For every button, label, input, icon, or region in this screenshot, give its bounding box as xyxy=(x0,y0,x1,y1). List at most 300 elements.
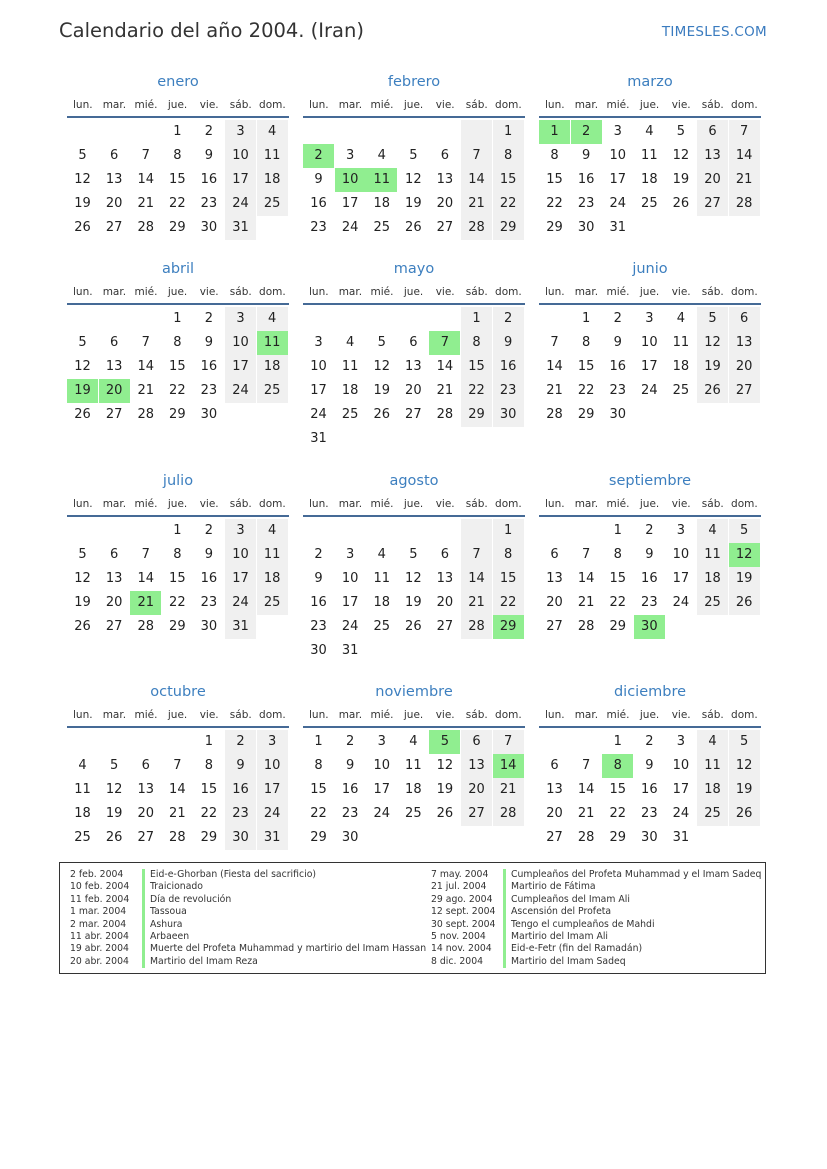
day-cell: 30 xyxy=(577,220,595,235)
header-rule xyxy=(539,303,761,305)
weekday-header xyxy=(539,704,761,726)
holiday-marker xyxy=(142,881,145,893)
day-cell: 3 xyxy=(225,120,256,144)
weekday-label: lun. xyxy=(309,709,329,721)
day-grid xyxy=(539,730,761,850)
empty-cell xyxy=(335,307,366,331)
day-cell: 10 xyxy=(373,758,390,773)
header-rule xyxy=(67,515,289,517)
day-cell: 28 xyxy=(169,830,186,845)
day-cell: 2 xyxy=(613,311,622,326)
day-cell: 13 xyxy=(436,172,454,187)
day-cell: 29 xyxy=(169,220,186,235)
weekday-label: lun. xyxy=(73,498,93,510)
day-cell: 21 xyxy=(436,383,454,398)
day-cell: 12 xyxy=(405,172,422,187)
day-cell: 4 xyxy=(346,335,355,350)
legend-column-right xyxy=(431,869,761,968)
day-cell: 7 xyxy=(582,758,591,773)
holiday-marker xyxy=(142,894,145,906)
weekday-label: lun. xyxy=(545,709,565,721)
empty-cell xyxy=(303,120,334,144)
day-cell: 4 xyxy=(257,120,288,144)
day-cell: 12 xyxy=(74,172,91,187)
holiday-marker xyxy=(503,881,506,893)
weekday-label: jue. xyxy=(639,286,660,298)
header-rule xyxy=(67,116,289,118)
day-cell: 22 xyxy=(200,806,218,821)
day-cell: 26 xyxy=(405,220,422,235)
legend-row xyxy=(431,956,761,968)
day-cell: 14 xyxy=(577,571,595,586)
weekday-header xyxy=(67,704,289,726)
weekday-label: lun. xyxy=(73,709,93,721)
day-cell: 16 xyxy=(200,359,218,374)
empty-cell xyxy=(366,519,397,543)
day-cell: 15 xyxy=(169,359,186,374)
day-cell: 25 xyxy=(405,806,422,821)
day-cell: 26 xyxy=(729,591,760,615)
legend-holiday-name: Tassoua xyxy=(150,906,187,918)
day-cell: 27 xyxy=(405,407,422,422)
empty-cell xyxy=(99,120,130,144)
day-cell: 24 xyxy=(257,802,288,826)
month-enero xyxy=(67,70,289,240)
empty-cell xyxy=(335,519,366,543)
day-cell: 24 xyxy=(672,595,690,610)
holiday-marker xyxy=(503,956,506,968)
day-cell: 20 xyxy=(697,168,728,192)
day-cell: 23 xyxy=(493,379,524,403)
day-cell: 26 xyxy=(436,806,454,821)
day-cell: 13 xyxy=(105,359,123,374)
weekday-label: lun. xyxy=(73,286,93,298)
weekday-label: sáb. xyxy=(229,709,252,721)
weekday-label: sáb. xyxy=(701,709,724,721)
weekday-header xyxy=(539,493,761,515)
day-cell: 18 xyxy=(641,172,658,187)
day-cell: 17 xyxy=(672,782,690,797)
weekday-label: sáb. xyxy=(229,99,252,111)
day-cell: 6 xyxy=(440,547,450,562)
holiday-day: 30 xyxy=(634,615,665,639)
day-cell: 11 xyxy=(257,144,288,168)
day-cell: 7 xyxy=(493,730,524,754)
day-cell: 23 xyxy=(641,806,658,821)
weekday-header xyxy=(303,704,525,726)
day-cell: 7 xyxy=(141,335,150,350)
day-cell: 29 xyxy=(577,407,595,422)
day-cell: 3 xyxy=(314,335,323,350)
header-rule xyxy=(539,116,761,118)
weekday-label: jue. xyxy=(403,709,424,721)
weekday-label: sáb. xyxy=(229,286,252,298)
day-cell: 5 xyxy=(697,307,728,331)
day-cell: 19 xyxy=(729,778,760,802)
day-cell: 24 xyxy=(225,379,256,403)
weekday-label: mar. xyxy=(574,709,599,721)
legend-date: 2 feb. 2004 xyxy=(70,869,124,880)
holiday-day: 8 xyxy=(602,754,633,778)
day-cell: 4 xyxy=(676,311,686,326)
holiday-legend xyxy=(59,862,766,974)
day-cell: 25 xyxy=(257,591,288,615)
day-cell: 22 xyxy=(493,192,524,216)
day-cell: 29 xyxy=(546,220,563,235)
month-name: julio xyxy=(162,473,194,489)
month-name: diciembre xyxy=(613,684,687,700)
weekday-label: lun. xyxy=(309,99,329,111)
day-cell: 10 xyxy=(225,331,256,355)
weekday-label: jue. xyxy=(403,286,424,298)
header-rule xyxy=(539,515,761,517)
day-cell: 14 xyxy=(729,144,760,168)
weekday-label: mié. xyxy=(606,99,630,111)
legend-holiday-name: Ashura xyxy=(150,918,183,930)
day-cell: 2 xyxy=(204,523,214,538)
weekday-header xyxy=(67,493,289,515)
day-cell: 3 xyxy=(676,523,686,538)
weekday-label: mar. xyxy=(338,709,363,721)
weekday-header xyxy=(303,281,525,303)
weekday-label: jue. xyxy=(167,709,188,721)
day-cell: 17 xyxy=(225,355,256,379)
legend-holiday-name: Ascensión del Profeta xyxy=(511,906,612,918)
day-cell: 25 xyxy=(641,196,658,211)
day-cell: 28 xyxy=(577,830,595,845)
day-cell: 3 xyxy=(377,734,386,749)
weekday-label: jue. xyxy=(639,99,660,111)
day-cell: 26 xyxy=(74,619,91,634)
holiday-marker xyxy=(503,906,506,918)
day-cell: 8 xyxy=(204,758,214,773)
day-cell: 3 xyxy=(346,148,355,163)
day-cell: 4 xyxy=(257,307,288,331)
weekday-label: vie. xyxy=(199,99,219,111)
legend-row xyxy=(70,881,426,893)
weekday-label: mar. xyxy=(338,99,363,111)
day-cell: 4 xyxy=(645,124,654,139)
day-cell: 13 xyxy=(105,172,123,187)
empty-cell xyxy=(335,120,366,144)
day-grid xyxy=(539,307,761,427)
legend-holiday-name: Arbaeen xyxy=(150,930,190,942)
day-cell: 7 xyxy=(729,120,760,144)
weekday-label: dom. xyxy=(731,286,758,298)
day-cell: 10 xyxy=(257,754,288,778)
day-cell: 7 xyxy=(461,144,492,168)
day-cell: 1 xyxy=(314,734,323,749)
day-cell: 6 xyxy=(440,148,450,163)
day-grid xyxy=(303,730,525,850)
legend-holiday-name: Cumpleaños del Imam Ali xyxy=(511,893,630,905)
day-cell: 30 xyxy=(310,643,327,658)
day-cell: 15 xyxy=(609,782,626,797)
day-cell: 8 xyxy=(493,144,524,168)
holiday-day: 5 xyxy=(429,730,460,754)
day-cell: 7 xyxy=(141,547,150,562)
day-cell: 5 xyxy=(729,730,760,754)
day-cell: 16 xyxy=(609,359,626,374)
weekday-label: jue. xyxy=(639,709,660,721)
day-cell: 3 xyxy=(645,311,654,326)
legend-date: 12 sept. 2004 xyxy=(431,906,496,918)
day-cell: 5 xyxy=(409,148,418,163)
legend-date: 19 abr. 2004 xyxy=(70,943,129,955)
legend-date: 14 nov. 2004 xyxy=(431,943,492,955)
empty-cell xyxy=(99,730,130,754)
day-cell: 8 xyxy=(173,335,182,350)
day-cell: 18 xyxy=(74,806,91,821)
legend-column-left xyxy=(70,869,426,968)
day-cell: 13 xyxy=(697,144,728,168)
weekday-label: dom. xyxy=(495,99,522,111)
empty-cell xyxy=(539,307,570,331)
day-cell: 19 xyxy=(405,196,422,211)
day-cell: 13 xyxy=(436,571,454,586)
day-cell: 22 xyxy=(461,379,492,403)
day-cell: 2 xyxy=(645,523,654,538)
empty-cell xyxy=(130,307,161,331)
month-marzo xyxy=(539,70,761,240)
day-cell: 31 xyxy=(672,830,690,845)
day-cell: 24 xyxy=(310,407,327,422)
legend-date: 10 feb. 2004 xyxy=(70,881,130,893)
day-cell: 5 xyxy=(676,124,686,139)
day-cell: 22 xyxy=(169,595,186,610)
day-cell: 30 xyxy=(200,619,218,634)
day-cell: 29 xyxy=(609,830,626,845)
day-cell: 21 xyxy=(493,778,524,802)
day-cell: 28 xyxy=(461,615,492,639)
day-cell: 4 xyxy=(257,519,288,543)
day-cell: 24 xyxy=(609,196,626,211)
weekday-label: mar. xyxy=(574,286,599,298)
day-cell: 14 xyxy=(137,571,154,586)
day-grid xyxy=(67,120,289,240)
weekday-label: dom. xyxy=(259,498,286,510)
day-cell: 1 xyxy=(173,124,182,139)
day-cell: 6 xyxy=(550,758,559,773)
header-rule xyxy=(303,515,525,517)
day-cell: 18 xyxy=(672,359,690,374)
day-cell: 15 xyxy=(493,168,524,192)
weekday-label: mié. xyxy=(370,498,394,510)
empty-cell xyxy=(429,519,460,543)
legend-holiday-name: Martirio del Imam Ali xyxy=(511,930,609,942)
weekday-label: dom. xyxy=(259,709,286,721)
day-cell: 29 xyxy=(200,830,218,845)
day-cell: 1 xyxy=(613,734,622,749)
day-cell: 30 xyxy=(200,407,218,422)
day-cell: 23 xyxy=(225,802,256,826)
legend-row xyxy=(70,956,426,968)
holiday-marker xyxy=(142,919,145,931)
day-cell: 31 xyxy=(341,643,359,658)
weekday-header xyxy=(303,94,525,116)
day-cell: 6 xyxy=(409,335,418,350)
empty-cell xyxy=(303,307,334,331)
holiday-day: 7 xyxy=(429,331,460,355)
header-rule xyxy=(67,303,289,305)
weekday-label: mié. xyxy=(606,286,630,298)
day-cell: 24 xyxy=(341,619,359,634)
day-grid xyxy=(67,730,289,850)
weekday-header xyxy=(539,94,761,116)
empty-cell xyxy=(429,120,460,144)
day-cell: 1 xyxy=(493,519,524,543)
legend-row xyxy=(431,894,761,906)
day-cell: 16 xyxy=(200,172,218,187)
day-cell: 16 xyxy=(493,355,524,379)
day-cell: 17 xyxy=(609,172,626,187)
legend-date: 11 abr. 2004 xyxy=(70,930,129,942)
day-cell: 31 xyxy=(609,220,626,235)
day-cell: 26 xyxy=(74,220,91,235)
day-cell: 8 xyxy=(461,331,492,355)
day-cell: 30 xyxy=(641,830,658,845)
day-grid xyxy=(539,519,761,639)
day-cell: 28 xyxy=(577,619,595,634)
day-cell: 27 xyxy=(461,802,492,826)
weekday-label: sáb. xyxy=(465,286,488,298)
day-cell: 2 xyxy=(493,307,524,331)
day-cell: 14 xyxy=(461,168,492,192)
day-cell: 30 xyxy=(200,220,218,235)
day-cell: 18 xyxy=(697,778,728,802)
day-cell: 4 xyxy=(377,148,386,163)
day-cell: 7 xyxy=(461,543,492,567)
day-cell: 30 xyxy=(493,403,524,427)
empty-cell xyxy=(99,307,130,331)
day-cell: 25 xyxy=(257,379,288,403)
empty-cell xyxy=(162,730,193,754)
weekday-label: lun. xyxy=(545,498,565,510)
holiday-marker xyxy=(142,943,145,955)
day-cell: 19 xyxy=(373,383,390,398)
legend-row xyxy=(70,894,426,906)
day-cell: 14 xyxy=(137,359,154,374)
day-cell: 13 xyxy=(546,782,563,797)
day-cell: 18 xyxy=(341,383,359,398)
legend-row xyxy=(431,943,761,955)
day-cell: 17 xyxy=(672,571,690,586)
day-cell: 11 xyxy=(257,543,288,567)
legend-row xyxy=(431,919,761,931)
day-cell: 21 xyxy=(137,196,154,211)
weekday-label: vie. xyxy=(671,709,691,721)
day-cell: 13 xyxy=(546,571,563,586)
weekday-label: jue. xyxy=(167,286,188,298)
weekday-label: mar. xyxy=(102,709,127,721)
day-cell: 7 xyxy=(550,335,559,350)
day-cell: 31 xyxy=(225,615,256,639)
day-cell: 7 xyxy=(141,148,150,163)
day-cell: 23 xyxy=(310,220,327,235)
month-name: abril xyxy=(161,261,195,277)
month-name: agosto xyxy=(389,473,439,489)
day-grid xyxy=(539,120,761,240)
day-cell: 23 xyxy=(609,383,626,398)
legend-date: 21 jul. 2004 xyxy=(431,881,487,893)
day-cell: 20 xyxy=(436,196,454,211)
day-grid xyxy=(303,307,525,451)
day-cell: 21 xyxy=(546,383,563,398)
day-cell: 6 xyxy=(461,730,492,754)
day-cell: 21 xyxy=(461,591,492,615)
day-cell: 2 xyxy=(314,547,323,562)
day-cell: 6 xyxy=(729,307,760,331)
weekday-label: vie. xyxy=(199,286,219,298)
day-cell: 15 xyxy=(461,355,492,379)
empty-cell xyxy=(99,519,130,543)
weekday-header xyxy=(67,94,289,116)
day-cell: 29 xyxy=(609,619,626,634)
legend-date: 20 abr. 2004 xyxy=(70,955,129,967)
day-cell: 6 xyxy=(697,120,728,144)
day-cell: 5 xyxy=(110,758,119,773)
holiday-day: 29 xyxy=(493,615,524,639)
legend-holiday-name: Martirio del Imam Sadeq xyxy=(511,955,626,967)
day-cell: 26 xyxy=(697,379,728,403)
day-cell: 4 xyxy=(377,547,386,562)
holiday-day: 2 xyxy=(303,144,334,168)
day-cell: 10 xyxy=(341,571,359,586)
day-cell: 26 xyxy=(405,619,422,634)
empty-cell xyxy=(67,730,98,754)
weekday-label: dom. xyxy=(731,99,758,111)
weekday-label: mar. xyxy=(574,99,599,111)
brand-link[interactable]: TIMESLES.COM xyxy=(661,24,767,40)
day-grid xyxy=(67,307,289,427)
weekday-label: vie. xyxy=(435,99,455,111)
empty-cell xyxy=(461,519,492,543)
holiday-day: 12 xyxy=(729,543,760,567)
month-octubre xyxy=(67,680,289,850)
page-title: Calendario del año 2004. (Iran) xyxy=(59,19,364,42)
weekday-label: jue. xyxy=(639,498,660,510)
day-cell: 26 xyxy=(729,802,760,826)
weekday-label: vie. xyxy=(671,498,691,510)
empty-cell xyxy=(130,730,161,754)
day-cell: 22 xyxy=(310,806,327,821)
day-cell: 16 xyxy=(200,571,218,586)
weekday-label: lun. xyxy=(73,99,93,111)
day-cell: 23 xyxy=(310,619,327,634)
day-cell: 17 xyxy=(641,359,658,374)
legend-holiday-name: Martirio del Imam Reza xyxy=(150,955,258,967)
day-cell: 19 xyxy=(405,595,422,610)
day-cell: 28 xyxy=(436,407,454,422)
day-cell: 5 xyxy=(78,148,87,163)
holiday-marker xyxy=(142,956,145,968)
weekday-label: dom. xyxy=(495,709,522,721)
holiday-day: 21 xyxy=(130,591,161,615)
day-cell: 5 xyxy=(78,335,87,350)
day-cell: 1 xyxy=(173,311,182,326)
day-cell: 9 xyxy=(314,571,323,586)
header-rule xyxy=(303,303,525,305)
day-cell: 28 xyxy=(493,802,524,826)
day-cell: 21 xyxy=(577,595,595,610)
legend-row xyxy=(431,881,761,893)
legend-holiday-name: Martirio de Fátima xyxy=(511,881,596,893)
day-cell: 13 xyxy=(461,754,492,778)
day-cell: 26 xyxy=(373,407,390,422)
day-cell: 14 xyxy=(577,782,595,797)
day-cell: 11 xyxy=(341,359,359,374)
empty-cell xyxy=(571,519,602,543)
